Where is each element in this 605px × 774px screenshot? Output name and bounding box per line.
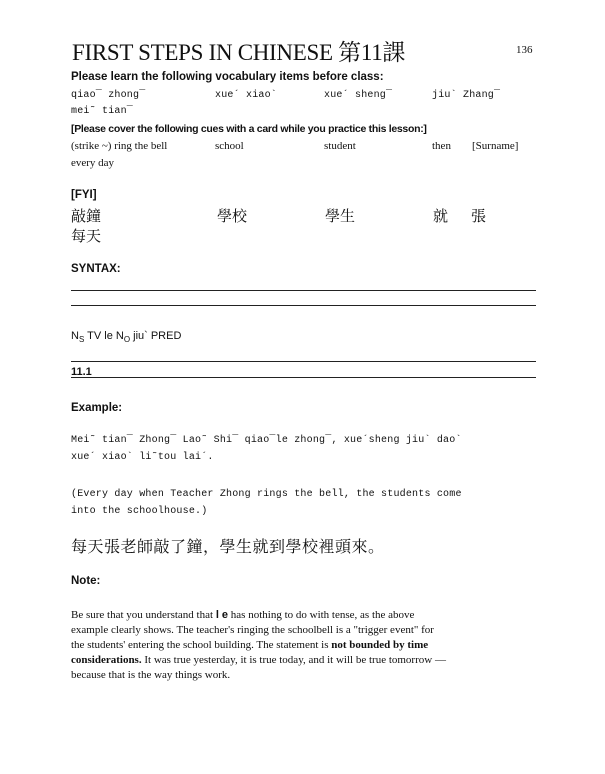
- page-title: FIRST STEPS IN CHINESE 第11課: [72, 40, 406, 65]
- page-number: 136: [516, 44, 533, 56]
- note-label: Note:: [71, 575, 101, 587]
- vocab-pinyin-3: xue´ sheng¯: [324, 90, 393, 101]
- vocab-pinyin-2: xue´ xiao`: [215, 90, 278, 101]
- note-text-1: Be sure that you understand that: [71, 609, 216, 621]
- example-label: Example:: [71, 402, 123, 414]
- section-number: 11.1: [71, 366, 92, 378]
- gloss-3: student: [324, 140, 356, 152]
- gloss-5: [Surname]: [472, 140, 519, 152]
- gloss-6: every day: [71, 157, 115, 169]
- cover-instruction: [Please cover the following cues with a card while you practice this lesson:]: [71, 123, 427, 135]
- fyi-label: [FYI]: [71, 189, 97, 201]
- note-le: l e: [215, 609, 229, 621]
- note-line2: example clearly shows. The teacher's ringing the schoolbell is a "trigger event" for: [71, 624, 434, 636]
- section-rule: [71, 377, 536, 378]
- hanzi-then: 就: [433, 207, 449, 225]
- example-pinyin-line2: xue´ xiao` li˜tou lai´.: [71, 452, 214, 463]
- gloss-1: (strike ~) ring the bell: [71, 140, 168, 152]
- note-line4: [71, 654, 446, 666]
- note-line5: because that is the way things work.: [71, 669, 231, 681]
- hanzi-sentence: 每天張老師敲了鐘，學生就到學校裡頭來。: [71, 537, 385, 556]
- syntax-rule-2: [71, 305, 536, 306]
- vocab-pinyin-5: mei˜ tian¯: [71, 106, 134, 117]
- hanzi-student: 學生: [325, 207, 356, 225]
- syntax-middle: TV le N: [84, 330, 124, 342]
- vocab-pinyin-1: qiao¯ zhong¯: [71, 90, 146, 101]
- note-line1: [71, 609, 414, 621]
- note-line3a: the students' entering the school building. The statement is: [71, 639, 332, 651]
- gloss-4: then: [432, 140, 451, 152]
- syntax-rule-3: [71, 361, 536, 362]
- note-line4b: It was true yesterday, it is true today, and it will be true tomorrow —: [141, 654, 446, 666]
- hanzi-surname: 張: [471, 207, 487, 225]
- hanzi-school: 學校: [217, 207, 248, 225]
- note-line4a: considerations.: [71, 654, 142, 666]
- translation-line2: into the schoolhouse.): [71, 506, 208, 517]
- example-pinyin-line1: Mei˜ tian¯ Zhong¯ Lao˜ Shi¯ qiao¯le zhong¯, xue´sheng jiu` dao`: [71, 435, 462, 446]
- syntax-label: SYNTAX:: [71, 263, 121, 275]
- syntax-n1: N: [71, 330, 79, 342]
- vocab-pinyin-4: jiu` Zhang¯: [432, 90, 501, 101]
- note-line3: [71, 639, 428, 651]
- syntax-rule-1: [71, 290, 536, 291]
- hanzi-every-day: 每天: [71, 227, 102, 245]
- note-line3b: not bounded by time: [331, 639, 429, 651]
- translation-line1: (Every day when Teacher Zhong rings the bell, the students come: [71, 489, 462, 500]
- syntax-pattern: [71, 330, 181, 344]
- syntax-n2-sub: O: [123, 335, 131, 345]
- gloss-2: school: [215, 140, 244, 152]
- hanzi-ring-bell: 敲鐘: [71, 207, 102, 225]
- syntax-n1-sub: S: [78, 335, 85, 345]
- syntax-end: jiu` PRED: [130, 330, 182, 342]
- note-text-2: has nothing to do with tense, as the above: [228, 609, 415, 621]
- vocab-instruction: Please learn the following vocabulary items before class:: [71, 71, 384, 83]
